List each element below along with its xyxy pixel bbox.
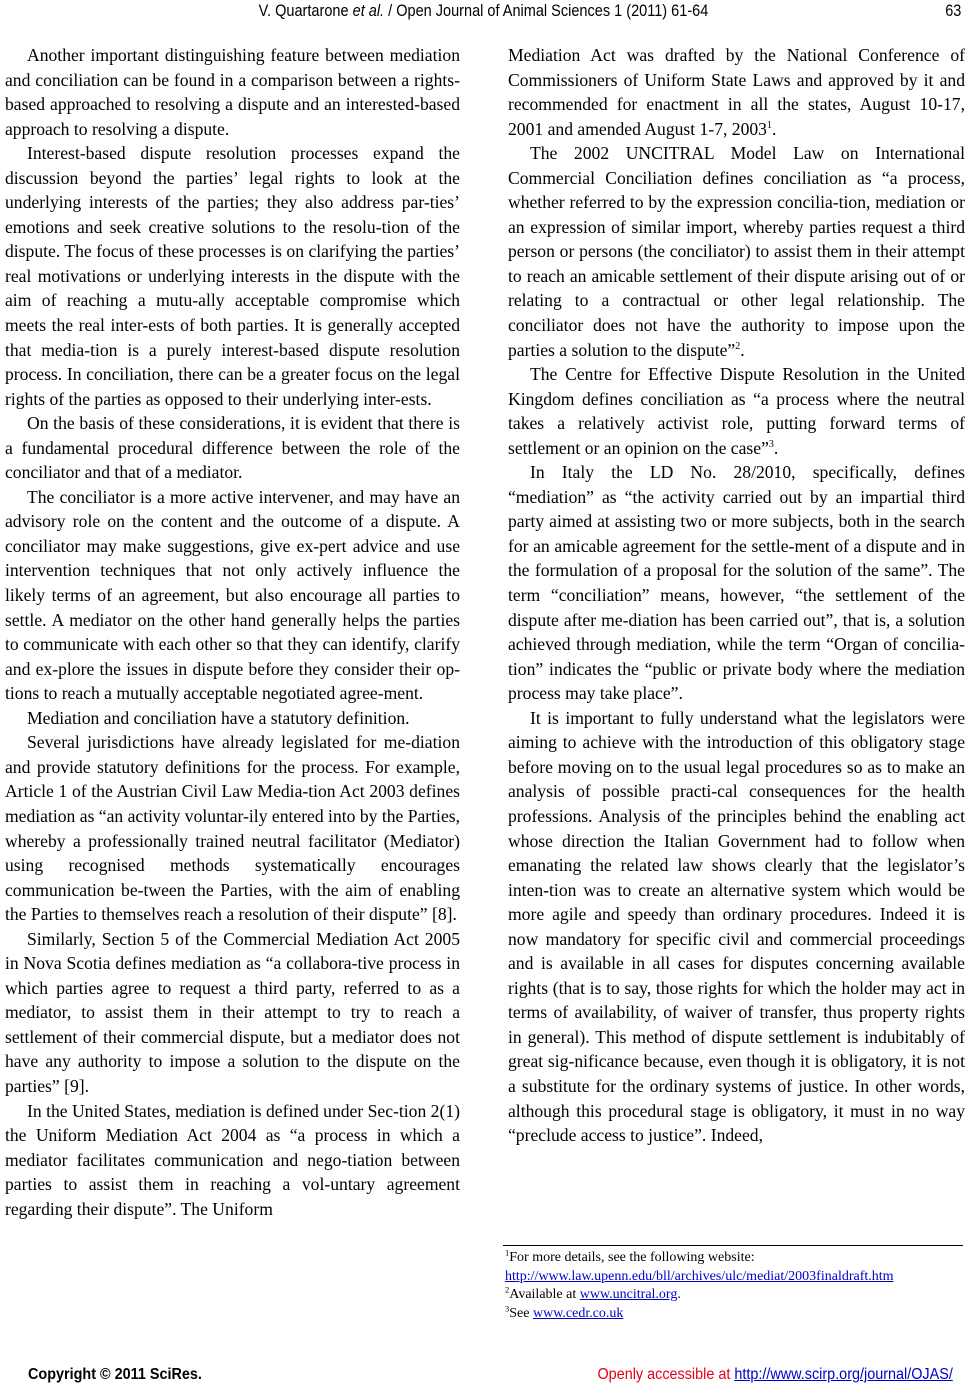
left-column	[5, 43, 460, 1221]
header-etal: et al.	[352, 2, 385, 20]
footnote-3	[503, 1302, 963, 1324]
paragraph: In Italy the LD No. 28/2010, specifically, defines “mediation” as “the activity carried out by an impartial third party aimed at assisting two or more subjects, both in the search for an amicable agreement for the settle-ment of a dispute and in the formulation of a proposal for the solution of the same”. The term “conciliation” means, however, “the settlement of the dispute after me-diation has been carried out”, that is, a solution achieved through mediation, while the term “Organ of concilia-tion” indicates the “public or private body where the mediation process may take place”.	[508, 462, 965, 704]
paragraph: On the basis of these considerations, it is evident that there is a fundamental procedural difference between the role of the conciliator and that of a mediator.	[5, 413, 460, 483]
paragraph-text: Mediation Act was drafted by the National Conference of Commissioners of Uniform State Laws and approved by it and recommended for enactment in all the states, August 10-17, 2001 and amended August 1-7, 2003	[508, 45, 965, 139]
footnote-text: See	[509, 1305, 533, 1321]
running-title	[58, 2, 909, 21]
footnote-link[interactable]: http://www.law.upenn.edu/bll/archives/ulc/mediat/2003finaldraft.htm	[505, 1268, 894, 1284]
footnote-ref[interactable]: 2	[735, 340, 741, 352]
footnotes	[503, 1245, 963, 1323]
footnote-number: 3	[505, 1302, 510, 1313]
paragraph: Similarly, Section 5 of the Commercial Mediation Act 2005 in Nova Scotia defines mediation as “a collabora-tive process in which parties agree to request a third party, referred to as a mediator, to assist them in their attempt to try to reach a settlement of their commercial dispute, but a mediator does not have any authority to impose a solution to the dispute on the parties” [9].	[5, 928, 460, 1096]
header-authors: V. Quartarone	[258, 2, 349, 20]
page-footer	[0, 1366, 967, 1388]
paragraph: In the United States, mediation is defined under Sec-tion 2(1) the Uniform Mediation Act 2004 as “a process in which a mediator facilitates communication and nego-tiation between parties to assist them in reaching a vol-untary agreement regarding their dispute”. The Uniform	[5, 1100, 460, 1219]
paragraph: Several jurisdictions have already legislated for me-diation and provide statutory definitions for the process. For example, Article 1 of the Austrian Civil Law Media-tion Act 2003 defines mediation as “an activity voluntar-ily entered into by the Parties, whereby a professionally trained neutral facilitator (Mediator) using recognised methods systematically encourages communication be-tween the Parties, with the aim of enabling the Parties to themselves reach a resolution of their dispute” [8].	[5, 732, 460, 925]
punctuation: .	[771, 118, 777, 139]
right-column	[508, 43, 965, 1148]
footnote-number: 1	[505, 1247, 510, 1258]
header-journal: / Open Journal of Animal Sciences 1 (2011) 61-64	[384, 2, 709, 20]
footnote-number: 2	[505, 1284, 510, 1295]
footnote-ref[interactable]: 1	[766, 119, 772, 131]
punctuation: .	[677, 1287, 681, 1302]
journal-link[interactable]: http://www.scirp.org/journal/OJAS/	[734, 1366, 953, 1383]
paragraph	[508, 141, 965, 362]
paragraph-text: The Centre for Effective Dispute Resolution in the United Kingdom defines conciliation as “a process where the neutral takes a relatively activist role, putting forward terms of settlement or an opinion on the case”	[508, 364, 965, 458]
punctuation: .	[773, 437, 779, 458]
footnote-1	[503, 1249, 963, 1268]
paragraph: Another important distinguishing feature between mediation and conciliation can be found in a comparison between a rights-based approached to resolving a dispute and an interested-based approach to resolving a dispute.	[5, 45, 460, 139]
footnote-ref[interactable]: 3	[768, 438, 774, 450]
paragraph: It is important to fully understand what the legislators were aiming to achieve with the introduction of this obligatory stage before moving on to the usual legal procedures so as to make an analysis of possible practi-cal consequences for the health professions. Analysis of the principles behind the enabling act whose direction the Italian Government had to follow when emanating the related law shows clearly that the legislator’s inten-tion was to create an alternative system which would be more agile and speedy than ordinary procedures. Indeed it is now mandatory for specific civil and commercial proceedings and is available in all cases for disputes concerning available rights (that is to say, those rights for which the holder may act in terms of availability, of waiver of transfer, thus property rights in general). This method of dispute settlement is indubitably of great sig-nificance because, even though it is obligatory, it is not a substitute for the ordinary systems of justice. In other words, although this procedural stage is obligatory, it must in no way “preclude access to justice”. Indeed,	[508, 707, 965, 1146]
paragraph: Mediation and conciliation have a statutory definition.	[27, 707, 410, 728]
paragraph: Interest-based dispute resolution processes expand the discussion beyond the parties’ legal rights to look at the underlying interests of the parties; they also address par-ties’ emotions and seek creative solutions to the resolu-tion of the dispute. The focus of these processes is on clarifying the parties’ real motivations or underlying interests in the dispute with the aim of reaching a mutu-ally acceptable compromise which meets the real inter-ests of both parties. It is generally accepted that media-tion is a purely interest-based dispute resolution process. In conciliation, there can be a greater focus on the legal rights of the parties as opposed to their underlying inter-ests.	[5, 143, 460, 409]
paragraph	[508, 43, 965, 141]
footnote-link[interactable]: www.cedr.co.uk	[532, 1305, 624, 1321]
paragraph	[508, 362, 965, 460]
footnote-1-link-line	[503, 1268, 963, 1287]
footnote-text: Available at	[509, 1287, 580, 1302]
page-number: 63	[944, 2, 961, 20]
paragraph-text: The 2002 UNCITRAL Model Law on International Commercial Conciliation defines conciliation as “a process, whether referred to by the expression concilia-tion, mediation or an expression of similar import, whereby parties request a third person or persons (the conciliator) to assist them in their attempt to reach an amicable settlement of their dispute arising out of or relating to a contractual or other legal relationship. The conciliator does not have the authority to impose upon the parties a solution to the dispute”	[508, 143, 965, 360]
footnote-text: For more details, see the following website:	[509, 1250, 755, 1265]
punctuation: .	[740, 339, 745, 360]
access-lead: Openly accessible at	[597, 1366, 735, 1383]
running-header	[0, 0, 967, 26]
footnote-2	[503, 1286, 963, 1305]
footnote-link[interactable]: www.uncitral.org	[579, 1287, 678, 1302]
paragraph: The conciliator is a more active intervener, and may have an advisory role on the content and the outcome of a dispute. A conciliator may make suggestions, give ex-pert advice and use intervention techniques that not only actively influence the likely terms of an agreement, but also encourage all parties to settle. A mediator on the other hand generally helps the parties to communicate with each other so that they can identify, clarify and ex-plore the issues in dispute before they consider their op-tions to reach a mutually acceptable negotiated agree-ment.	[5, 486, 460, 704]
copyright-notice: Copyright © 2011 SciRes.	[28, 1366, 202, 1383]
access-notice	[598, 1366, 953, 1384]
